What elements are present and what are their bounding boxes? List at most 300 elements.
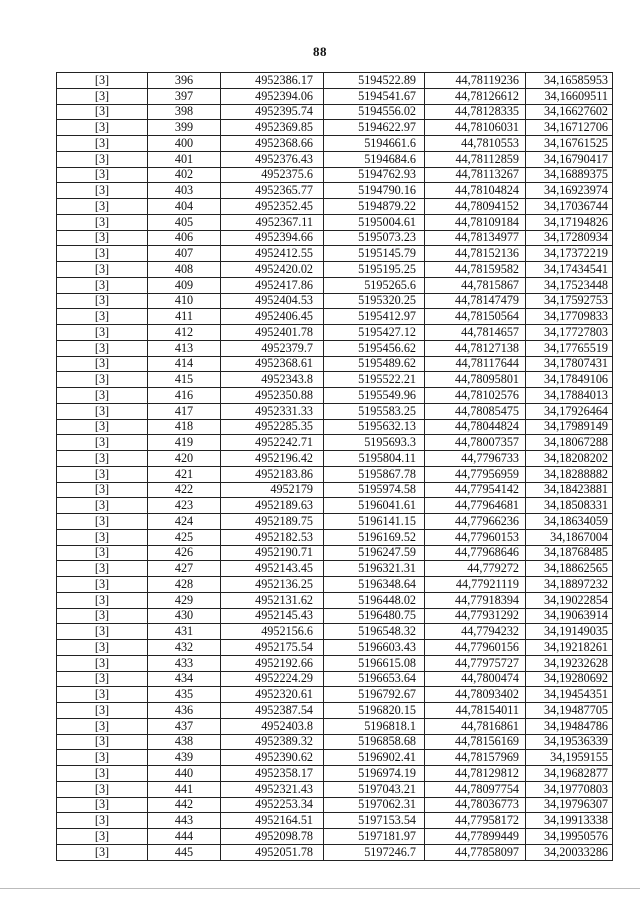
table-row	[57, 718, 613, 734]
y-coordinate-cell: 5194790.16	[324, 183, 425, 199]
source-ref-cell: [3]	[57, 482, 148, 498]
source-ref-cell: [3]	[57, 340, 148, 356]
longitude-cell: 34,17036744	[526, 199, 613, 215]
y-coordinate-cell: 5196348.64	[324, 577, 425, 593]
latitude-cell: 44,77931292	[425, 608, 526, 624]
table-row	[57, 466, 613, 482]
longitude-cell: 34,19913338	[526, 813, 613, 829]
source-ref-cell: [3]	[57, 88, 148, 104]
source-ref-cell: [3]	[57, 813, 148, 829]
latitude-cell: 44,7796733	[425, 451, 526, 467]
longitude-cell: 34,16585953	[526, 73, 613, 89]
point-number-cell: 400	[148, 136, 221, 152]
table-row	[57, 592, 613, 608]
latitude-cell: 44,78156169	[425, 734, 526, 750]
longitude-cell: 34,18208202	[526, 451, 613, 467]
x-coordinate-cell: 4952369.85	[221, 120, 324, 136]
latitude-cell: 44,78095801	[425, 372, 526, 388]
longitude-cell: 34,17727803	[526, 325, 613, 341]
source-ref-cell: [3]	[57, 545, 148, 561]
y-coordinate-cell: 5196902.41	[324, 750, 425, 766]
source-ref-cell: [3]	[57, 167, 148, 183]
y-coordinate-cell: 5195974.58	[324, 482, 425, 498]
point-number-cell: 443	[148, 813, 221, 829]
point-number-cell: 441	[148, 781, 221, 797]
x-coordinate-cell: 4952156.6	[221, 624, 324, 640]
point-number-cell: 401	[148, 151, 221, 167]
latitude-cell: 44,779272	[425, 561, 526, 577]
x-coordinate-cell: 4952352.45	[221, 199, 324, 215]
table-row	[57, 340, 613, 356]
table-row	[57, 136, 613, 152]
table-row	[57, 262, 613, 278]
source-ref-cell: [3]	[57, 577, 148, 593]
latitude-cell: 44,77968646	[425, 545, 526, 561]
y-coordinate-cell: 5195145.79	[324, 246, 425, 262]
longitude-cell: 34,19487705	[526, 703, 613, 719]
latitude-cell: 44,77954142	[425, 482, 526, 498]
source-ref-cell: [3]	[57, 403, 148, 419]
table-row	[57, 797, 613, 813]
table-row	[57, 703, 613, 719]
latitude-cell: 44,77960153	[425, 529, 526, 545]
y-coordinate-cell: 5194684.6	[324, 151, 425, 167]
y-coordinate-cell: 5196603.43	[324, 640, 425, 656]
point-number-cell: 437	[148, 718, 221, 734]
point-number-cell: 420	[148, 451, 221, 467]
x-coordinate-cell: 4952224.29	[221, 671, 324, 687]
table-row	[57, 734, 613, 750]
longitude-cell: 34,19484786	[526, 718, 613, 734]
latitude-cell: 44,78128335	[425, 104, 526, 120]
point-number-cell: 407	[148, 246, 221, 262]
point-number-cell: 398	[148, 104, 221, 120]
x-coordinate-cell: 4952189.63	[221, 498, 324, 514]
latitude-cell: 44,78094152	[425, 199, 526, 215]
x-coordinate-cell: 4952403.8	[221, 718, 324, 734]
longitude-cell: 34,18634059	[526, 514, 613, 530]
longitude-cell: 34,19063914	[526, 608, 613, 624]
y-coordinate-cell: 5196548.32	[324, 624, 425, 640]
x-coordinate-cell: 4952320.61	[221, 687, 324, 703]
point-number-cell: 438	[148, 734, 221, 750]
y-coordinate-cell: 5194762.93	[324, 167, 425, 183]
source-ref-cell: [3]	[57, 529, 148, 545]
x-coordinate-cell: 4952182.53	[221, 529, 324, 545]
latitude-cell: 44,7814657	[425, 325, 526, 341]
x-coordinate-cell: 4952420.02	[221, 262, 324, 278]
point-number-cell: 430	[148, 608, 221, 624]
longitude-cell: 34,17884013	[526, 388, 613, 404]
y-coordinate-cell: 5195867.78	[324, 466, 425, 482]
y-coordinate-cell: 5196974.19	[324, 766, 425, 782]
table-row	[57, 419, 613, 435]
point-number-cell: 426	[148, 545, 221, 561]
y-coordinate-cell: 5195804.11	[324, 451, 425, 467]
latitude-cell: 44,78154011	[425, 703, 526, 719]
longitude-cell: 34,17989149	[526, 419, 613, 435]
latitude-cell: 44,77956959	[425, 466, 526, 482]
latitude-cell: 44,78085475	[425, 403, 526, 419]
point-number-cell: 435	[148, 687, 221, 703]
x-coordinate-cell: 4952098.78	[221, 829, 324, 845]
point-number-cell: 433	[148, 655, 221, 671]
longitude-cell: 34,20033286	[526, 844, 613, 860]
source-ref-cell: [3]	[57, 766, 148, 782]
source-ref-cell: [3]	[57, 214, 148, 230]
table-row	[57, 104, 613, 120]
y-coordinate-cell: 5194879.22	[324, 199, 425, 215]
latitude-cell: 44,77964681	[425, 498, 526, 514]
y-coordinate-cell: 5195412.97	[324, 309, 425, 325]
point-number-cell: 408	[148, 262, 221, 278]
longitude-cell: 34,18067288	[526, 435, 613, 451]
point-number-cell: 396	[148, 73, 221, 89]
y-coordinate-cell: 5195320.25	[324, 293, 425, 309]
latitude-cell: 44,78134977	[425, 230, 526, 246]
x-coordinate-cell: 4952321.43	[221, 781, 324, 797]
longitude-cell: 34,16761525	[526, 136, 613, 152]
source-ref-cell: [3]	[57, 104, 148, 120]
y-coordinate-cell: 5195427.12	[324, 325, 425, 341]
x-coordinate-cell: 4952143.45	[221, 561, 324, 577]
longitude-cell: 34,19950576	[526, 829, 613, 845]
table-row	[57, 246, 613, 262]
y-coordinate-cell: 5195004.61	[324, 214, 425, 230]
source-ref-cell: [3]	[57, 561, 148, 577]
table-row	[57, 498, 613, 514]
table-row	[57, 482, 613, 498]
y-coordinate-cell: 5196792.67	[324, 687, 425, 703]
table-row	[57, 151, 613, 167]
x-coordinate-cell: 4952365.77	[221, 183, 324, 199]
longitude-cell: 34,18897232	[526, 577, 613, 593]
source-ref-cell: [3]	[57, 829, 148, 845]
x-coordinate-cell: 4952375.6	[221, 167, 324, 183]
latitude-cell: 44,7816861	[425, 718, 526, 734]
longitude-cell: 34,16923974	[526, 183, 613, 199]
table-row	[57, 608, 613, 624]
x-coordinate-cell: 4952164.51	[221, 813, 324, 829]
source-ref-cell: [3]	[57, 466, 148, 482]
x-coordinate-cell: 4952389.32	[221, 734, 324, 750]
latitude-cell: 44,78150564	[425, 309, 526, 325]
latitude-cell: 44,7800474	[425, 671, 526, 687]
y-coordinate-cell: 5197062.31	[324, 797, 425, 813]
table-row	[57, 309, 613, 325]
table-row	[57, 325, 613, 341]
x-coordinate-cell: 4952331.33	[221, 403, 324, 419]
y-coordinate-cell: 5195583.25	[324, 403, 425, 419]
longitude-cell: 34,18508331	[526, 498, 613, 514]
point-number-cell: 403	[148, 183, 221, 199]
source-ref-cell: [3]	[57, 514, 148, 530]
table-row	[57, 514, 613, 530]
table-row	[57, 624, 613, 640]
source-ref-cell: [3]	[57, 750, 148, 766]
coordinates-table	[56, 72, 613, 861]
point-number-cell: 406	[148, 230, 221, 246]
point-number-cell: 397	[148, 88, 221, 104]
x-coordinate-cell: 4952253.34	[221, 797, 324, 813]
source-ref-cell: [3]	[57, 592, 148, 608]
table-row	[57, 529, 613, 545]
point-number-cell: 417	[148, 403, 221, 419]
table-row	[57, 781, 613, 797]
point-number-cell: 410	[148, 293, 221, 309]
y-coordinate-cell: 5197246.7	[324, 844, 425, 860]
latitude-cell: 44,77918394	[425, 592, 526, 608]
x-coordinate-cell: 4952192.66	[221, 655, 324, 671]
longitude-cell: 34,18288882	[526, 466, 613, 482]
x-coordinate-cell: 4952196.42	[221, 451, 324, 467]
table-row	[57, 640, 613, 656]
point-number-cell: 413	[148, 340, 221, 356]
y-coordinate-cell: 5195522.21	[324, 372, 425, 388]
point-number-cell: 445	[148, 844, 221, 860]
y-coordinate-cell: 5195549.96	[324, 388, 425, 404]
latitude-cell: 44,78007357	[425, 435, 526, 451]
source-ref-cell: [3]	[57, 655, 148, 671]
x-coordinate-cell: 4952145.43	[221, 608, 324, 624]
longitude-cell: 34,16889375	[526, 167, 613, 183]
table-row	[57, 372, 613, 388]
longitude-cell: 34,17592753	[526, 293, 613, 309]
point-number-cell: 431	[148, 624, 221, 640]
point-number-cell: 409	[148, 277, 221, 293]
point-number-cell: 439	[148, 750, 221, 766]
x-coordinate-cell: 4952379.7	[221, 340, 324, 356]
latitude-cell: 44,78129812	[425, 766, 526, 782]
source-ref-cell: [3]	[57, 293, 148, 309]
table-row	[57, 183, 613, 199]
y-coordinate-cell: 5194541.67	[324, 88, 425, 104]
x-coordinate-cell: 4952179	[221, 482, 324, 498]
table-row	[57, 388, 613, 404]
y-coordinate-cell: 5194661.6	[324, 136, 425, 152]
y-coordinate-cell: 5196818.1	[324, 718, 425, 734]
latitude-cell: 44,7794232	[425, 624, 526, 640]
x-coordinate-cell: 4952417.86	[221, 277, 324, 293]
point-number-cell: 428	[148, 577, 221, 593]
x-coordinate-cell: 4952387.54	[221, 703, 324, 719]
point-number-cell: 419	[148, 435, 221, 451]
latitude-cell: 44,77975727	[425, 655, 526, 671]
point-number-cell: 422	[148, 482, 221, 498]
x-coordinate-cell: 4952394.66	[221, 230, 324, 246]
table-row	[57, 356, 613, 372]
longitude-cell: 34,19280692	[526, 671, 613, 687]
source-ref-cell: [3]	[57, 262, 148, 278]
y-coordinate-cell: 5196041.61	[324, 498, 425, 514]
x-coordinate-cell: 4952412.55	[221, 246, 324, 262]
x-coordinate-cell: 4952175.54	[221, 640, 324, 656]
source-ref-cell: [3]	[57, 73, 148, 89]
source-ref-cell: [3]	[57, 435, 148, 451]
latitude-cell: 44,77958172	[425, 813, 526, 829]
latitude-cell: 44,78152136	[425, 246, 526, 262]
point-number-cell: 411	[148, 309, 221, 325]
page-number: 88	[313, 44, 327, 59]
source-ref-cell: [3]	[57, 230, 148, 246]
longitude-cell: 34,16712706	[526, 120, 613, 136]
latitude-cell: 44,78117644	[425, 356, 526, 372]
latitude-cell: 44,78119236	[425, 73, 526, 89]
source-ref-cell: [3]	[57, 844, 148, 860]
x-coordinate-cell: 4952406.45	[221, 309, 324, 325]
longitude-cell: 34,18862565	[526, 561, 613, 577]
longitude-cell: 34,19232628	[526, 655, 613, 671]
table-row	[57, 277, 613, 293]
longitude-cell: 34,19218261	[526, 640, 613, 656]
y-coordinate-cell: 5196141.15	[324, 514, 425, 530]
table-row	[57, 293, 613, 309]
y-coordinate-cell: 5196247.59	[324, 545, 425, 561]
longitude-cell: 34,17765519	[526, 340, 613, 356]
source-ref-cell: [3]	[57, 498, 148, 514]
latitude-cell: 44,78109184	[425, 214, 526, 230]
source-ref-cell: [3]	[57, 246, 148, 262]
longitude-cell: 34,17807431	[526, 356, 613, 372]
point-number-cell: 440	[148, 766, 221, 782]
point-number-cell: 418	[148, 419, 221, 435]
table-row	[57, 577, 613, 593]
table-row	[57, 214, 613, 230]
point-number-cell: 436	[148, 703, 221, 719]
y-coordinate-cell: 5196615.08	[324, 655, 425, 671]
coordinates-table-body	[57, 73, 613, 861]
x-coordinate-cell: 4952131.62	[221, 592, 324, 608]
y-coordinate-cell: 5197153.54	[324, 813, 425, 829]
x-coordinate-cell: 4952051.78	[221, 844, 324, 860]
y-coordinate-cell: 5196169.52	[324, 529, 425, 545]
longitude-cell: 34,17372219	[526, 246, 613, 262]
latitude-cell: 44,78036773	[425, 797, 526, 813]
latitude-cell: 44,78159582	[425, 262, 526, 278]
x-coordinate-cell: 4952401.78	[221, 325, 324, 341]
y-coordinate-cell: 5196820.15	[324, 703, 425, 719]
latitude-cell: 44,77921119	[425, 577, 526, 593]
longitude-cell: 34,17709833	[526, 309, 613, 325]
source-ref-cell: [3]	[57, 277, 148, 293]
latitude-cell: 44,78113267	[425, 167, 526, 183]
longitude-cell: 34,19536339	[526, 734, 613, 750]
source-ref-cell: [3]	[57, 608, 148, 624]
longitude-cell: 34,1867004	[526, 529, 613, 545]
y-coordinate-cell: 5197043.21	[324, 781, 425, 797]
x-coordinate-cell: 4952404.53	[221, 293, 324, 309]
source-ref-cell: [3]	[57, 734, 148, 750]
point-number-cell: 429	[148, 592, 221, 608]
y-coordinate-cell: 5195693.3	[324, 435, 425, 451]
source-ref-cell: [3]	[57, 199, 148, 215]
point-number-cell: 402	[148, 167, 221, 183]
table-row	[57, 655, 613, 671]
y-coordinate-cell: 5196321.31	[324, 561, 425, 577]
table-row	[57, 561, 613, 577]
latitude-cell: 44,78097754	[425, 781, 526, 797]
source-ref-cell: [3]	[57, 797, 148, 813]
x-coordinate-cell: 4952368.66	[221, 136, 324, 152]
latitude-cell: 44,78157969	[425, 750, 526, 766]
source-ref-cell: [3]	[57, 781, 148, 797]
table-row	[57, 73, 613, 89]
x-coordinate-cell: 4952376.43	[221, 151, 324, 167]
source-ref-cell: [3]	[57, 151, 148, 167]
table-row	[57, 687, 613, 703]
point-number-cell: 425	[148, 529, 221, 545]
x-coordinate-cell: 4952285.35	[221, 419, 324, 435]
longitude-cell: 34,1959155	[526, 750, 613, 766]
y-coordinate-cell: 5196858.68	[324, 734, 425, 750]
source-ref-cell: [3]	[57, 120, 148, 136]
table-row	[57, 120, 613, 136]
latitude-cell: 44,77899449	[425, 829, 526, 845]
source-ref-cell: [3]	[57, 687, 148, 703]
latitude-cell: 44,77960156	[425, 640, 526, 656]
table-row	[57, 167, 613, 183]
point-number-cell: 399	[148, 120, 221, 136]
longitude-cell: 34,17280934	[526, 230, 613, 246]
page-bottom-rule	[0, 888, 640, 889]
source-ref-cell: [3]	[57, 183, 148, 199]
x-coordinate-cell: 4952358.17	[221, 766, 324, 782]
table-row	[57, 199, 613, 215]
table-row	[57, 750, 613, 766]
x-coordinate-cell: 4952136.25	[221, 577, 324, 593]
latitude-cell: 44,78147479	[425, 293, 526, 309]
longitude-cell: 34,19149035	[526, 624, 613, 640]
y-coordinate-cell: 5195265.6	[324, 277, 425, 293]
x-coordinate-cell: 4952367.11	[221, 214, 324, 230]
y-coordinate-cell: 5195632.13	[324, 419, 425, 435]
y-coordinate-cell: 5195456.62	[324, 340, 425, 356]
y-coordinate-cell: 5194522.89	[324, 73, 425, 89]
longitude-cell: 34,17926464	[526, 403, 613, 419]
longitude-cell: 34,19022854	[526, 592, 613, 608]
latitude-cell: 44,78112859	[425, 151, 526, 167]
latitude-cell: 44,78093402	[425, 687, 526, 703]
longitude-cell: 34,19770803	[526, 781, 613, 797]
point-number-cell: 404	[148, 199, 221, 215]
point-number-cell: 421	[148, 466, 221, 482]
point-number-cell: 414	[148, 356, 221, 372]
latitude-cell: 44,77858097	[425, 844, 526, 860]
longitude-cell: 34,17523448	[526, 277, 613, 293]
latitude-cell: 44,78127138	[425, 340, 526, 356]
table-row	[57, 451, 613, 467]
point-number-cell: 424	[148, 514, 221, 530]
x-coordinate-cell: 4952368.61	[221, 356, 324, 372]
latitude-cell: 44,78126612	[425, 88, 526, 104]
point-number-cell: 405	[148, 214, 221, 230]
table-row	[57, 813, 613, 829]
source-ref-cell: [3]	[57, 640, 148, 656]
x-coordinate-cell: 4952190.71	[221, 545, 324, 561]
table-row	[57, 230, 613, 246]
point-number-cell: 432	[148, 640, 221, 656]
longitude-cell: 34,19796307	[526, 797, 613, 813]
source-ref-cell: [3]	[57, 419, 148, 435]
source-ref-cell: [3]	[57, 718, 148, 734]
point-number-cell: 434	[148, 671, 221, 687]
source-ref-cell: [3]	[57, 136, 148, 152]
y-coordinate-cell: 5194556.02	[324, 104, 425, 120]
point-number-cell: 427	[148, 561, 221, 577]
x-coordinate-cell: 4952386.17	[221, 73, 324, 89]
point-number-cell: 416	[148, 388, 221, 404]
source-ref-cell: [3]	[57, 372, 148, 388]
